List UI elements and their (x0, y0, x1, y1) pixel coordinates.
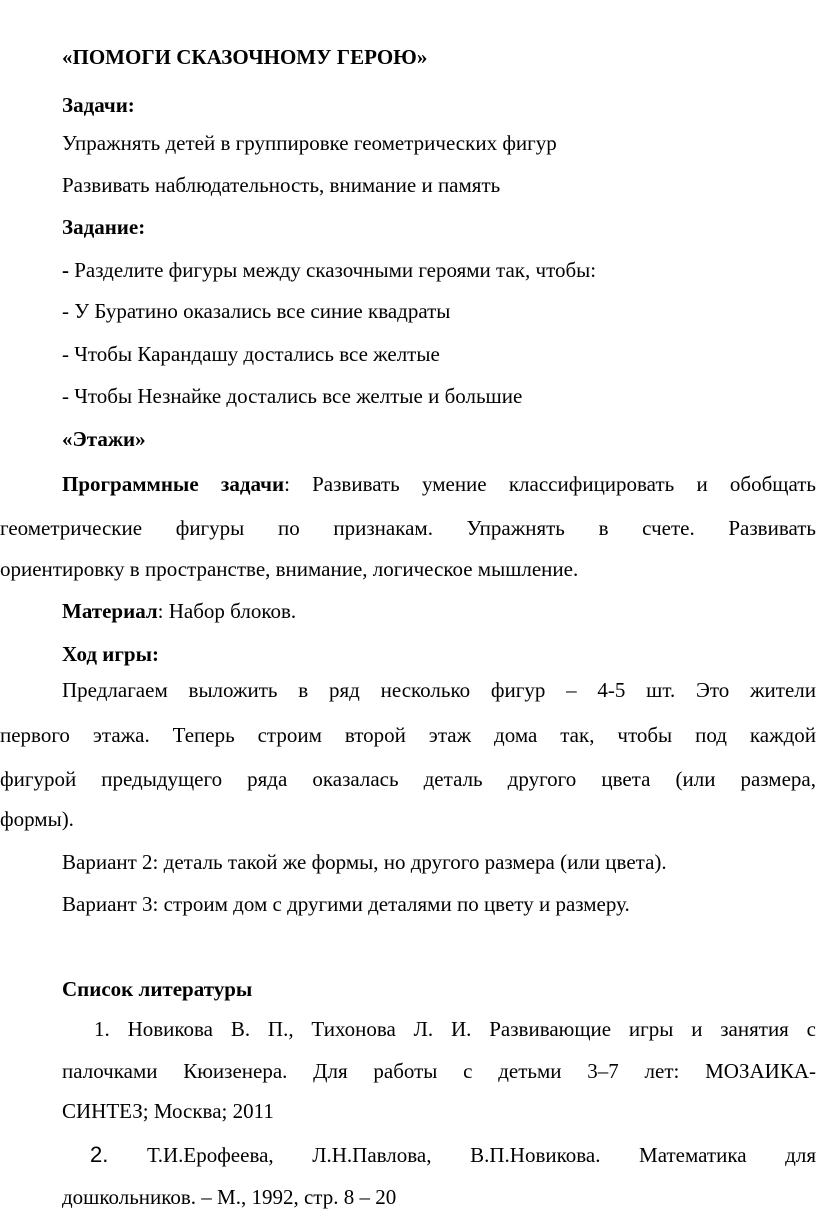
program-text: : Развивать умение классифицировать и обобщать (284, 472, 816, 496)
reference-2-number: 2. (90, 1142, 109, 1167)
material-label: Материал (62, 599, 158, 623)
material-line (62, 598, 296, 624)
game2-title: «Этажи» (62, 427, 146, 451)
program-paragraph-line3: ориентировку в пространстве, внимание, логическое мышление. (0, 557, 579, 581)
reference-2-line2: дошкольников. – М., 1992, стр. 8 – 20 (62, 1185, 397, 1209)
reference-2-text: Т.И.Ерофеева, Л.Н.Павлова, В.П.Новикова. Математика для (108, 1143, 816, 1167)
task-item: Развивать наблюдательность, внимание и память (62, 173, 501, 197)
program-paragraph-line1 (0, 461, 816, 507)
reference-2-line1 (0, 1132, 816, 1178)
assignment-item: - Чтобы Карандашу достались все желтые (62, 342, 440, 366)
assignment-item: - Чтобы Незнайке достались все желтые и большие (62, 384, 523, 408)
assignment-dash: - (62, 258, 69, 282)
course-line4: формы). (0, 807, 74, 831)
assignment-intro-text: Разделите фигуры между сказочными героями так, чтобы: (69, 258, 597, 282)
course-line3: фигурой предыдущего ряда оказалась деталь другого цвета (или размера, (0, 767, 816, 791)
assignment-heading: Задание: (62, 215, 146, 239)
assignment-intro (62, 257, 596, 283)
program-paragraph-line2: геометрические фигуры по признакам. Упражнять в счете. Развивать (0, 516, 816, 540)
program-label: Программные задачи (62, 472, 285, 496)
variant-2: Вариант 2: деталь такой же формы, но другого размера (или цвета). (62, 850, 667, 874)
game-title: «ПОМОГИ СКАЗОЧНОМУ ГЕРОЮ» (62, 45, 428, 69)
material-text: : Набор блоков. (157, 599, 297, 623)
course-line2: первого этажа. Теперь строим второй этаж дома так, чтобы под каждой (0, 723, 816, 747)
course-heading: Ход игры: (62, 642, 159, 666)
assignment-item: - У Буратино оказались все синие квадраты (62, 299, 451, 323)
tasks-heading: Задачи: (62, 93, 135, 117)
reference-1-line3: СИНТЕЗ; Москва; 2011 (62, 1099, 274, 1123)
course-line1: Предлагаем выложить в ряд несколько фигур – 4-5 шт. Это жители (62, 678, 816, 702)
variant-3: Вариант 3: строим дом с другими деталями по цвету и размеру. (62, 892, 630, 916)
reference-1-line2: палочками Кюизенера. Для работы с детьми 3–7 лет: МОЗАИКА- (62, 1059, 816, 1083)
references-heading: Список литературы (62, 977, 253, 1001)
task-item: Упражнять детей в группировке геометрических фигур (62, 131, 557, 155)
reference-1-line1: 1. Новикова В. П., Тихонова Л. И. Развивающие игры и занятия с (94, 1017, 816, 1041)
